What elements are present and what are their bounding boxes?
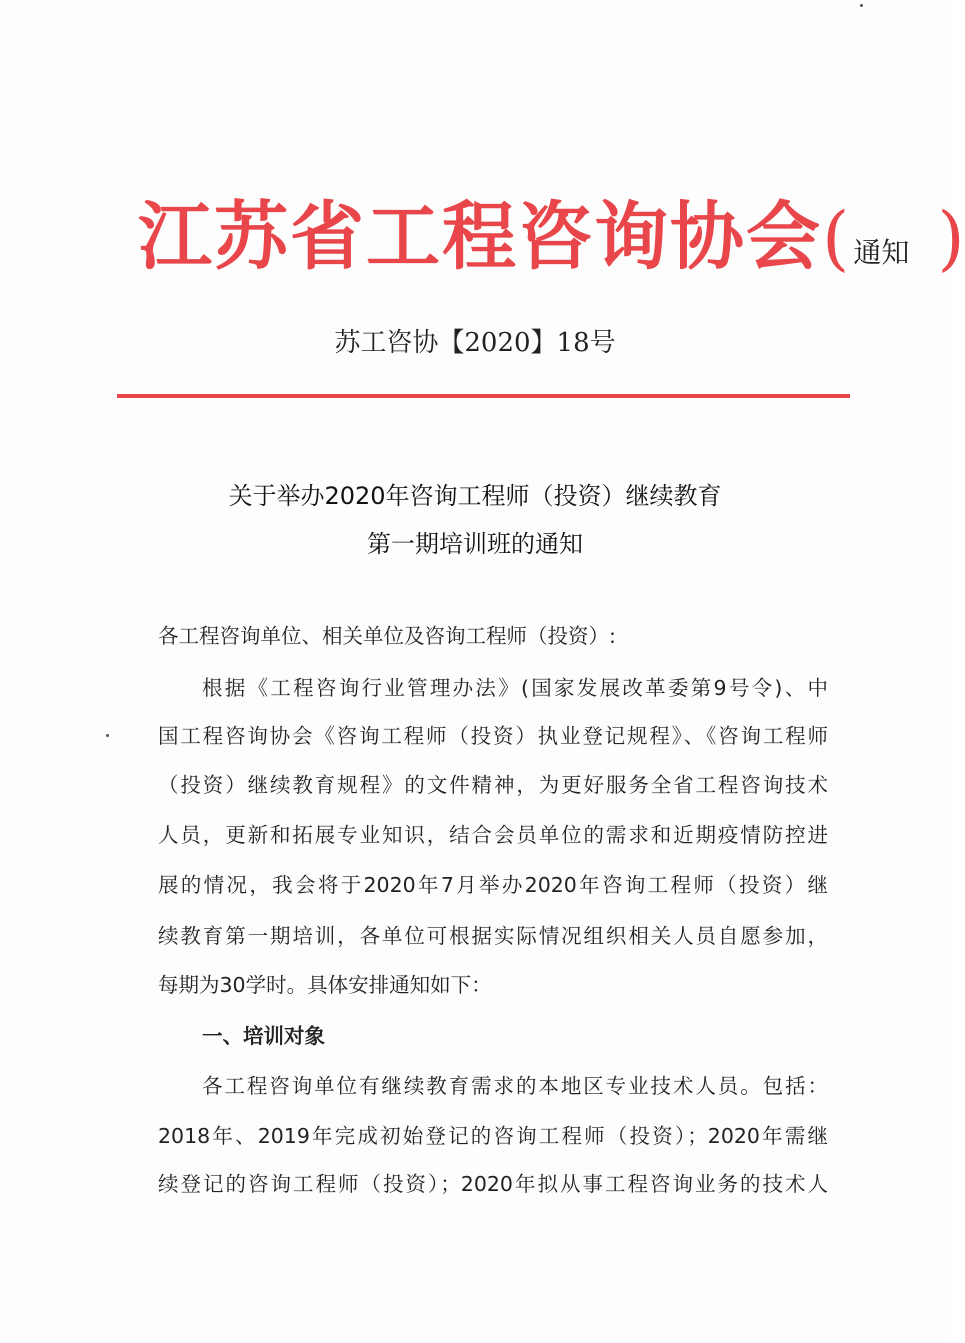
paragraph-2-line: 续登记的咨询工程师（投资）；2020年拟从事工程咨询业务的技术人: [158, 1172, 828, 1196]
paragraph-2-line: 2018年、2019年完成初始登记的咨询工程师（投资）；2020年需继: [158, 1124, 828, 1148]
open-paren: (: [822, 197, 850, 279]
paragraph-1-line: 人员，更新和拓展专业知识，结合会员单位的需求和近期疫情防控进: [158, 823, 828, 847]
scan-speck: [106, 734, 109, 737]
salutation: 各工程咨询单位、相关单位及咨询工程师（投资）:: [158, 624, 616, 648]
header-divider: [117, 394, 850, 398]
paragraph-1-line: 展的情况，我会将于2020年7月举办2020年咨询工程师（投资）继: [158, 873, 828, 897]
section-heading: 一、培训对象: [202, 1024, 325, 1048]
paragraph-2-line: 各工程咨询单位有继续教育需求的本地区专业技术人员。包括：: [202, 1074, 828, 1098]
paragraph-1-line: 每期为30学时。具体安排通知如下：: [158, 973, 492, 997]
document-title-line-1: 关于举办2020年咨询工程师（投资）继续教育: [228, 482, 722, 510]
paragraph-1-line: （投资）继续教育规程》的文件精神，为更好服务全省工程咨询技术: [158, 773, 828, 797]
close-paren: ): [937, 197, 965, 279]
document-title-line-2: 第一期培训班的通知: [367, 530, 583, 558]
organization-name: 江苏省工程咨询协会: [138, 194, 822, 280]
paragraph-1-line: 国工程咨询协会《咨询工程师（投资）执业登记规程》、《咨询工程师: [158, 724, 828, 748]
scan-speck: [860, 4, 863, 7]
paragraph-1-line: 续教育第一期培训，各单位可根据实际情况组织相关人员自愿参加，: [158, 924, 828, 948]
document-number: 苏工咨协【2020】18号: [334, 328, 616, 358]
document-kind: 通知: [853, 236, 910, 269]
paragraph-1-line: 根据《工程咨询行业管理办法》(国家发展改革委第9号令)、中: [202, 676, 828, 700]
letterhead: [138, 178, 965, 284]
